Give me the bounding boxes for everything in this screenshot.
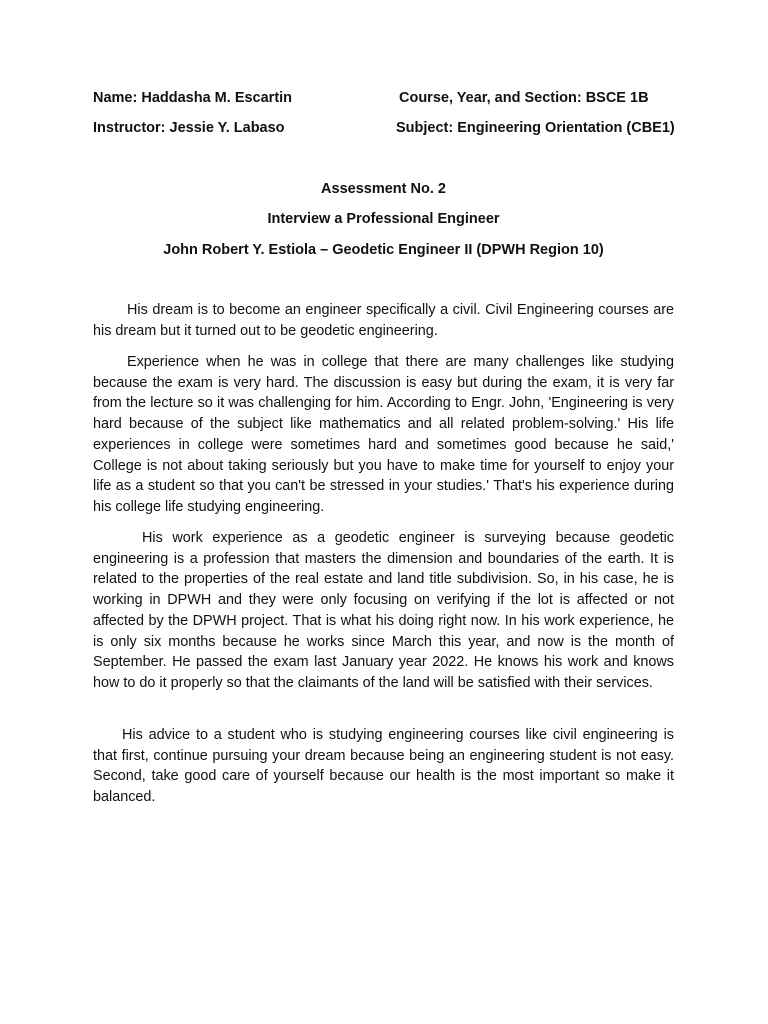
paragraph-college-experience: Experience when he was in college that there are many challenges like studying because the exam is very hard. The discussion is easy but during the exam, it is very far from the lecture so it was challenging for him. According to Engr. John, 'Engineering is very hard because of the subject like mathematics and all related problem-solving.' His life experiences in college were sometimes hard and sometimes good because he said,' College is not about taking seriously but you have to make time for yourself to enjoy your life as a student so that you can't be stressed in your studies.' That's his experience during his college life studying engineering. xyxy=(93,354,674,515)
assessment-title: Assessment No. 2 xyxy=(321,181,446,197)
paragraph-dream: His dream is to become an engineer specifically a civil. Civil Engineering courses are his dream but it turned out to be geodetic engineering. xyxy=(93,302,674,339)
paragraph-work-experience: His work experience as a geodetic engineer is surveying because geodetic engineering is a profession that masters the dimension and boundaries of the earth. It is related to the properties of the real estate and land title subdivision. So, in his case, he is working in DPWH and they were only focusing on verifying if the lot is affected or not affected by the DPWH project. That is what his doing right now. In his work experience, he is only six months because he works since March this year, and now is the month of September. He passed the exam last January year 2022. He knows his work and knows how to do it properly so that the claimants of the land will be satisfied with their services. xyxy=(93,530,674,691)
course-year-section: Course, Year, and Section: BSCE 1B xyxy=(399,90,649,106)
interviewee-line: John Robert Y. Estiola – Geodetic Engineer II (DPWH Region 10) xyxy=(163,242,604,258)
subject-name: Subject: Engineering Orientation (CBE1) xyxy=(396,120,675,136)
header-row-instructor-subject xyxy=(93,117,693,139)
student-name: Name: Haddasha M. Escartin xyxy=(93,90,293,106)
instructor-name: Instructor: Jessie Y. Labaso xyxy=(93,120,285,136)
assessment-topic: Interview a Professional Engineer xyxy=(267,211,500,227)
header-row-name-course xyxy=(93,87,693,109)
paragraph-advice: His advice to a student who is studying engineering courses like civil engineering is that first, continue pursuing your dream because being an engineering student is not easy. Second, take good care of yourself because our health is the most important so make it balanced. xyxy=(93,727,674,806)
